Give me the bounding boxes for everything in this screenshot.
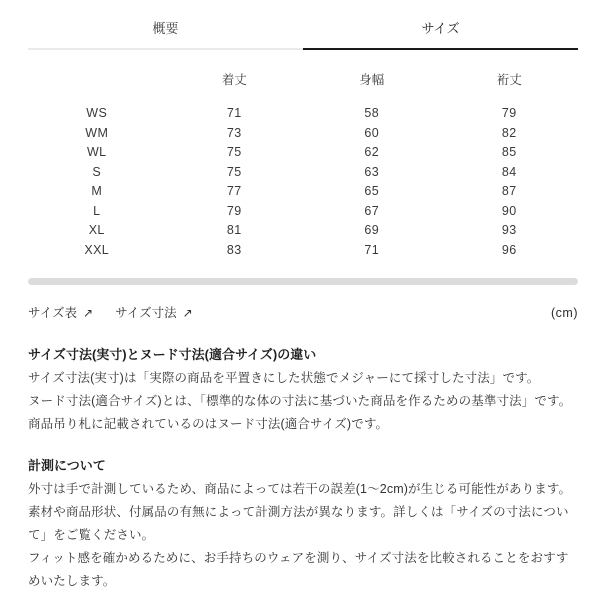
section-heading: 計測について — [28, 458, 106, 473]
external-link-icon: ↗ — [182, 306, 193, 320]
section-text-line: 素材や商品形状、付属品の有無によって計測方法が異なります。詳しくは「サイズの寸法について」をご覧ください。 — [28, 505, 569, 542]
size-dimensions-link-label: サイズ寸法 — [115, 306, 177, 320]
cell-value: 65 — [364, 184, 380, 198]
column-header-body-length: 着丈 — [221, 73, 247, 87]
section-text-line: フィット感を確かめるために、お手持ちのウェアを測り、サイズ寸法を比較されることをおすすめいたします。 — [28, 551, 569, 588]
horizontal-scrollbar[interactable] — [28, 278, 578, 285]
section-text-line: 外寸は手で計測しているため、商品によっては若干の誤差(1〜2cm)が生じる可能性があります。 — [28, 482, 572, 496]
size-label: WS — [86, 106, 108, 120]
table-row — [28, 221, 578, 241]
cell-value: 67 — [364, 203, 380, 218]
cell-value: 60 — [364, 125, 380, 140]
cell-value: 73 — [226, 125, 242, 140]
cell-value: 63 — [364, 164, 380, 179]
section-text-line: サイズ寸法(実寸)は「実際の商品を平置きにした状態でメジャーにて採寸した寸法」です。 — [28, 371, 540, 385]
tab-bar — [28, 0, 578, 50]
cell-value: 87 — [501, 184, 517, 198]
cell-value: 75 — [226, 145, 242, 159]
cell-value: 58 — [364, 106, 380, 120]
unit-label: (cm) — [551, 306, 578, 320]
cell-value: 96 — [501, 242, 517, 257]
table-row — [28, 124, 578, 144]
table-row — [28, 143, 578, 163]
size-label: WM — [85, 125, 109, 140]
links-row — [28, 305, 578, 321]
cell-value: 84 — [501, 164, 517, 179]
table-row — [28, 163, 578, 183]
size-chart-link-label: サイズ表 — [28, 306, 78, 320]
cell-value: 79 — [226, 203, 242, 218]
section-measurement — [28, 458, 578, 593]
size-label: XL — [88, 223, 105, 237]
table-row — [28, 202, 578, 222]
size-chart-link[interactable] — [28, 305, 93, 321]
size-table-header-row — [28, 70, 578, 104]
cell-value: 83 — [226, 242, 242, 257]
table-row — [28, 104, 578, 124]
section-text-line: ヌード寸法(適合サイズ)とは、「標準的な体の寸法に基づいた商品を作るための基準寸法」です。 — [28, 394, 572, 408]
cell-value: 62 — [364, 145, 380, 159]
section-heading: サイズ寸法(実寸)とヌード寸法(適合サイズ)の違い — [28, 347, 317, 362]
cell-value: 79 — [501, 106, 517, 120]
size-label: M — [91, 184, 103, 198]
table-row — [28, 241, 578, 261]
size-label: L — [93, 203, 101, 218]
table-row — [28, 182, 578, 202]
size-label: S — [92, 164, 102, 179]
cell-value: 77 — [226, 184, 242, 198]
size-label: WL — [87, 145, 107, 159]
cell-value: 85 — [501, 145, 517, 159]
tab-overview[interactable]: 概要 — [28, 22, 303, 50]
cell-value: 93 — [501, 223, 517, 237]
size-table — [28, 70, 578, 260]
cell-value: 71 — [226, 106, 242, 120]
column-header-body-width: 身幅 — [359, 73, 385, 87]
cell-value: 82 — [501, 125, 517, 140]
cell-value: 90 — [501, 203, 517, 218]
section-size-difference — [28, 347, 578, 436]
size-column-header-empty — [28, 70, 166, 104]
section-text-line: 商品吊り札に記載されているのはヌード寸法(適合サイズ)です。 — [28, 417, 389, 431]
column-header-sleeve-length: 裄丈 — [496, 73, 522, 87]
cell-value: 69 — [364, 223, 380, 237]
cell-value: 75 — [226, 164, 242, 179]
size-dimensions-link[interactable] — [115, 305, 193, 321]
size-label: XXL — [84, 242, 110, 257]
tab-size[interactable]: サイズ — [303, 22, 578, 50]
cell-value: 71 — [364, 242, 380, 257]
external-link-icon: ↗ — [83, 306, 94, 320]
cell-value: 81 — [226, 223, 242, 237]
